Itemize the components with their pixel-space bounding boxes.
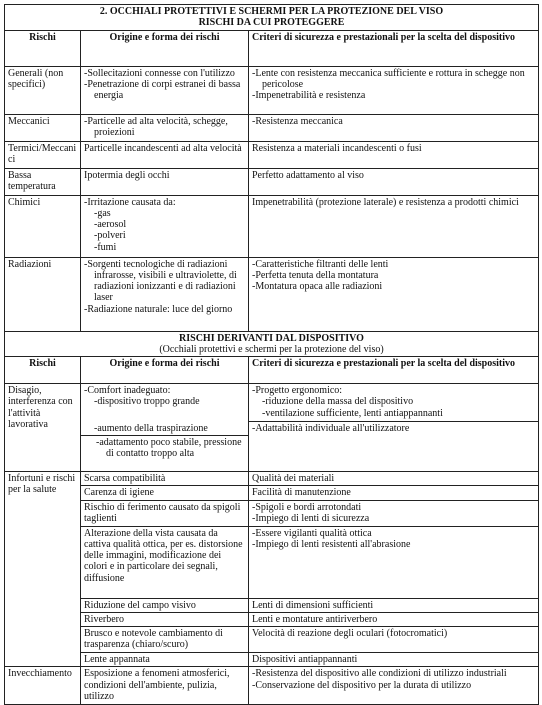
cell-origine: Lente appannata bbox=[81, 653, 249, 667]
origine-line: -Radiazione naturale: luce del giorno bbox=[84, 303, 233, 315]
cell-criteri bbox=[249, 114, 539, 141]
criteri-line: -Perfetta tenuta della montatura bbox=[252, 269, 379, 281]
cell-criteri: Lenti di dimensioni sufficienti bbox=[249, 598, 539, 612]
cell-rischio: Invecchiamento bbox=[5, 667, 81, 705]
section2-heading-text: RISCHI DERIVANTI DAL DISPOSITIVO bbox=[179, 332, 364, 344]
cell-criteri bbox=[249, 384, 539, 422]
table-row bbox=[5, 653, 539, 667]
table-row bbox=[5, 612, 539, 626]
cell-origine: Alterazione della vista causata da cattiva qualità ottica, per es. distorsione delle immagini, modificazione dei colori e in particolare dei segnali, diffusione bbox=[81, 526, 249, 598]
criteri-line: Perfetto adattamento al viso bbox=[252, 169, 364, 181]
origine-line: -Comfort inadeguato: bbox=[84, 385, 171, 397]
criteri-line: -Impenetrabilità e resistenza bbox=[252, 90, 366, 102]
header-origine: Origine e forma dei rischi bbox=[81, 30, 249, 66]
header-rischi: Rischi bbox=[5, 30, 81, 66]
cell-criteri bbox=[249, 667, 539, 705]
header-criteri: Criteri di sicurezza e prestazionali per la scelta del dispositivo bbox=[249, 30, 539, 66]
criteri-line: -ventilazione sufficiente, lenti antiappannanti bbox=[262, 407, 443, 419]
cell-criteri bbox=[249, 526, 539, 598]
origine-line: -Sollecitazioni connesse con l'utilizzo bbox=[84, 67, 235, 79]
header-origine: Origine e forma dei rischi bbox=[81, 357, 249, 384]
origine-line: Particelle incandescenti ad alta velocità bbox=[84, 142, 242, 154]
criteri-line: -Conservazione del dispositivo per la durata di utilizzo bbox=[252, 679, 472, 691]
cell-origine bbox=[81, 257, 249, 331]
origine-line: -polveri bbox=[94, 230, 126, 242]
criteri-line: -Essere vigilanti qualità ottica bbox=[252, 527, 372, 539]
document-page bbox=[4, 4, 538, 705]
cell-origine: Riverbero bbox=[81, 612, 249, 626]
cell-criteri bbox=[249, 168, 539, 195]
cell-origine: Rischio di ferimento causato da spigoli taglienti bbox=[81, 500, 249, 526]
table-row bbox=[5, 471, 539, 485]
table-row bbox=[5, 195, 539, 257]
criteri-line: -Resistenza del dispositivo alle condizioni di utilizzo industriali bbox=[252, 668, 507, 680]
cell-origine: Scarsa compatibilità bbox=[81, 471, 249, 485]
criteri-line: -Caratteristiche filtranti delle lenti bbox=[252, 258, 389, 270]
cell-rischio: Meccanici bbox=[5, 114, 81, 141]
table-row bbox=[5, 66, 539, 114]
cell-criteri: Dispositivi antiappannanti bbox=[249, 653, 539, 667]
criteri-line: -Impiego di lenti resistenti all'abrasione bbox=[252, 538, 411, 550]
origine-line: Ipotermia degli occhi bbox=[84, 169, 170, 181]
cell-origine bbox=[81, 66, 249, 114]
cell-origine: Brusco e notevole cambiamento di trasparenza (chiaro/scuro) bbox=[81, 627, 249, 653]
section2-heading bbox=[5, 331, 539, 357]
origine-line: -adattamento poco stabile, pressione di contatto troppo alta bbox=[96, 436, 242, 460]
origine-line: -Particelle ad alta velocità, schegge, proiezioni bbox=[84, 115, 228, 138]
origine-line: -Penetrazione di corpi estranei di bassa energia bbox=[84, 78, 241, 102]
origine-line: -gas bbox=[94, 207, 111, 219]
criteri-line: -Resistenza meccanica bbox=[252, 115, 343, 127]
cell-rischio: Generali (non specifici) bbox=[5, 66, 81, 114]
origine-line: -aumento della traspirazione bbox=[94, 422, 208, 434]
cell-criteri: Qualità dei materiali bbox=[249, 471, 539, 485]
criteri-line: Impenetrabilità (protezione laterale) e resistenza a prodotti chimici bbox=[252, 196, 519, 208]
cell-rischio: Bassa temperatura bbox=[5, 168, 81, 195]
cell-origine bbox=[81, 384, 249, 422]
table-row bbox=[5, 627, 539, 653]
cell-criteri bbox=[249, 141, 539, 168]
criteri-line: -riduzione della massa del dispositivo bbox=[262, 396, 414, 408]
title-row bbox=[5, 5, 539, 31]
table-row bbox=[5, 422, 539, 436]
cell-rischio bbox=[5, 141, 81, 168]
section2-heading-row bbox=[5, 331, 539, 357]
criteri-line: -Impiego di lenti di sicurezza bbox=[252, 512, 370, 524]
cell-rischio: Radiazioni bbox=[5, 257, 81, 331]
cell-rischio: Disagio, interferenza con l'attività lavorativa bbox=[5, 384, 81, 472]
cell-origine: Carenza di igiene bbox=[81, 486, 249, 500]
rischio-text: Termici/Meccanici bbox=[8, 142, 77, 165]
table-row bbox=[5, 141, 539, 168]
table-row bbox=[5, 114, 539, 141]
cell-criteri: Facilità di manutenzione bbox=[249, 486, 539, 500]
cell-criteri bbox=[249, 195, 539, 257]
ppe-table bbox=[4, 4, 539, 705]
cell-origine: Esposizione a fenomeni atmosferici, condizioni dell'ambiente, pulizia, utilizzo bbox=[81, 667, 249, 705]
criteri-line: -Adattabilità individuale all'utilizzatore bbox=[252, 423, 410, 435]
criteri-line: -Progetto ergonomico: bbox=[252, 385, 343, 397]
cell-origine: Riduzione del campo visivo bbox=[81, 598, 249, 612]
section1-header-row bbox=[5, 30, 539, 66]
section1-heading: RISCHI DA CUI PROTEGGERE bbox=[198, 17, 345, 29]
section2-header-row bbox=[5, 357, 539, 384]
section2-subheading: (Occhiali protettivi e schermi per la protezione del viso) bbox=[159, 343, 384, 355]
header-criteri: Criteri di sicurezza e prestazionali per la scelta del dispositivo bbox=[249, 357, 539, 384]
criteri-line: -Montatura opaca alle radiazioni bbox=[252, 281, 383, 293]
origine-line: -fumi bbox=[94, 241, 117, 253]
cell-origine bbox=[81, 141, 249, 168]
cell-origine bbox=[81, 435, 249, 471]
cell-criteri bbox=[249, 257, 539, 331]
table-row bbox=[5, 257, 539, 331]
cell-origine bbox=[81, 168, 249, 195]
cell-criteri bbox=[249, 500, 539, 526]
table-title bbox=[5, 5, 539, 31]
table-row bbox=[5, 598, 539, 612]
cell-rischio: Chimici bbox=[5, 195, 81, 257]
origine-line: -dispositivo troppo grande bbox=[94, 396, 200, 408]
cell-criteri bbox=[249, 66, 539, 114]
cell-origine bbox=[81, 422, 249, 436]
criteri-line: Resistenza a materiali incandescenti o fusi bbox=[252, 142, 422, 154]
criteri-line: -Spigoli e bordi arrotondati bbox=[252, 501, 362, 513]
header-rischi: Rischi bbox=[5, 357, 81, 384]
cell-criteri: Velocità di reazione degli oculari (fotocromatici) bbox=[249, 627, 539, 653]
cell-criteri: Lenti e montature antiriverbero bbox=[249, 612, 539, 626]
table-row bbox=[5, 384, 539, 422]
table-row bbox=[5, 486, 539, 500]
cell-criteri bbox=[249, 422, 539, 472]
criteri-line: -Lente con resistenza meccanica sufficiente e rottura in schegge non pericolose bbox=[252, 67, 525, 90]
cell-origine bbox=[81, 114, 249, 141]
title-text: 2. OCCHIALI PROTETTIVI E SCHERMI PER LA PROTEZIONE DEL VISO bbox=[99, 6, 444, 17]
cell-origine bbox=[81, 195, 249, 257]
origine-line: -Sorgenti tecnologiche di radiazioni infrarosse, visibili e ultraviolette, di radiazioni ionizzanti e di radiazioni laser bbox=[84, 258, 237, 304]
cell-rischio: Infortuni e rischi per la salute bbox=[5, 471, 81, 666]
origine-line: -aerosol bbox=[94, 219, 127, 231]
table-row bbox=[5, 526, 539, 598]
origine-line: -Irritazione causata da: bbox=[84, 196, 176, 208]
table-row bbox=[5, 500, 539, 526]
table-row bbox=[5, 168, 539, 195]
table-row bbox=[5, 667, 539, 705]
